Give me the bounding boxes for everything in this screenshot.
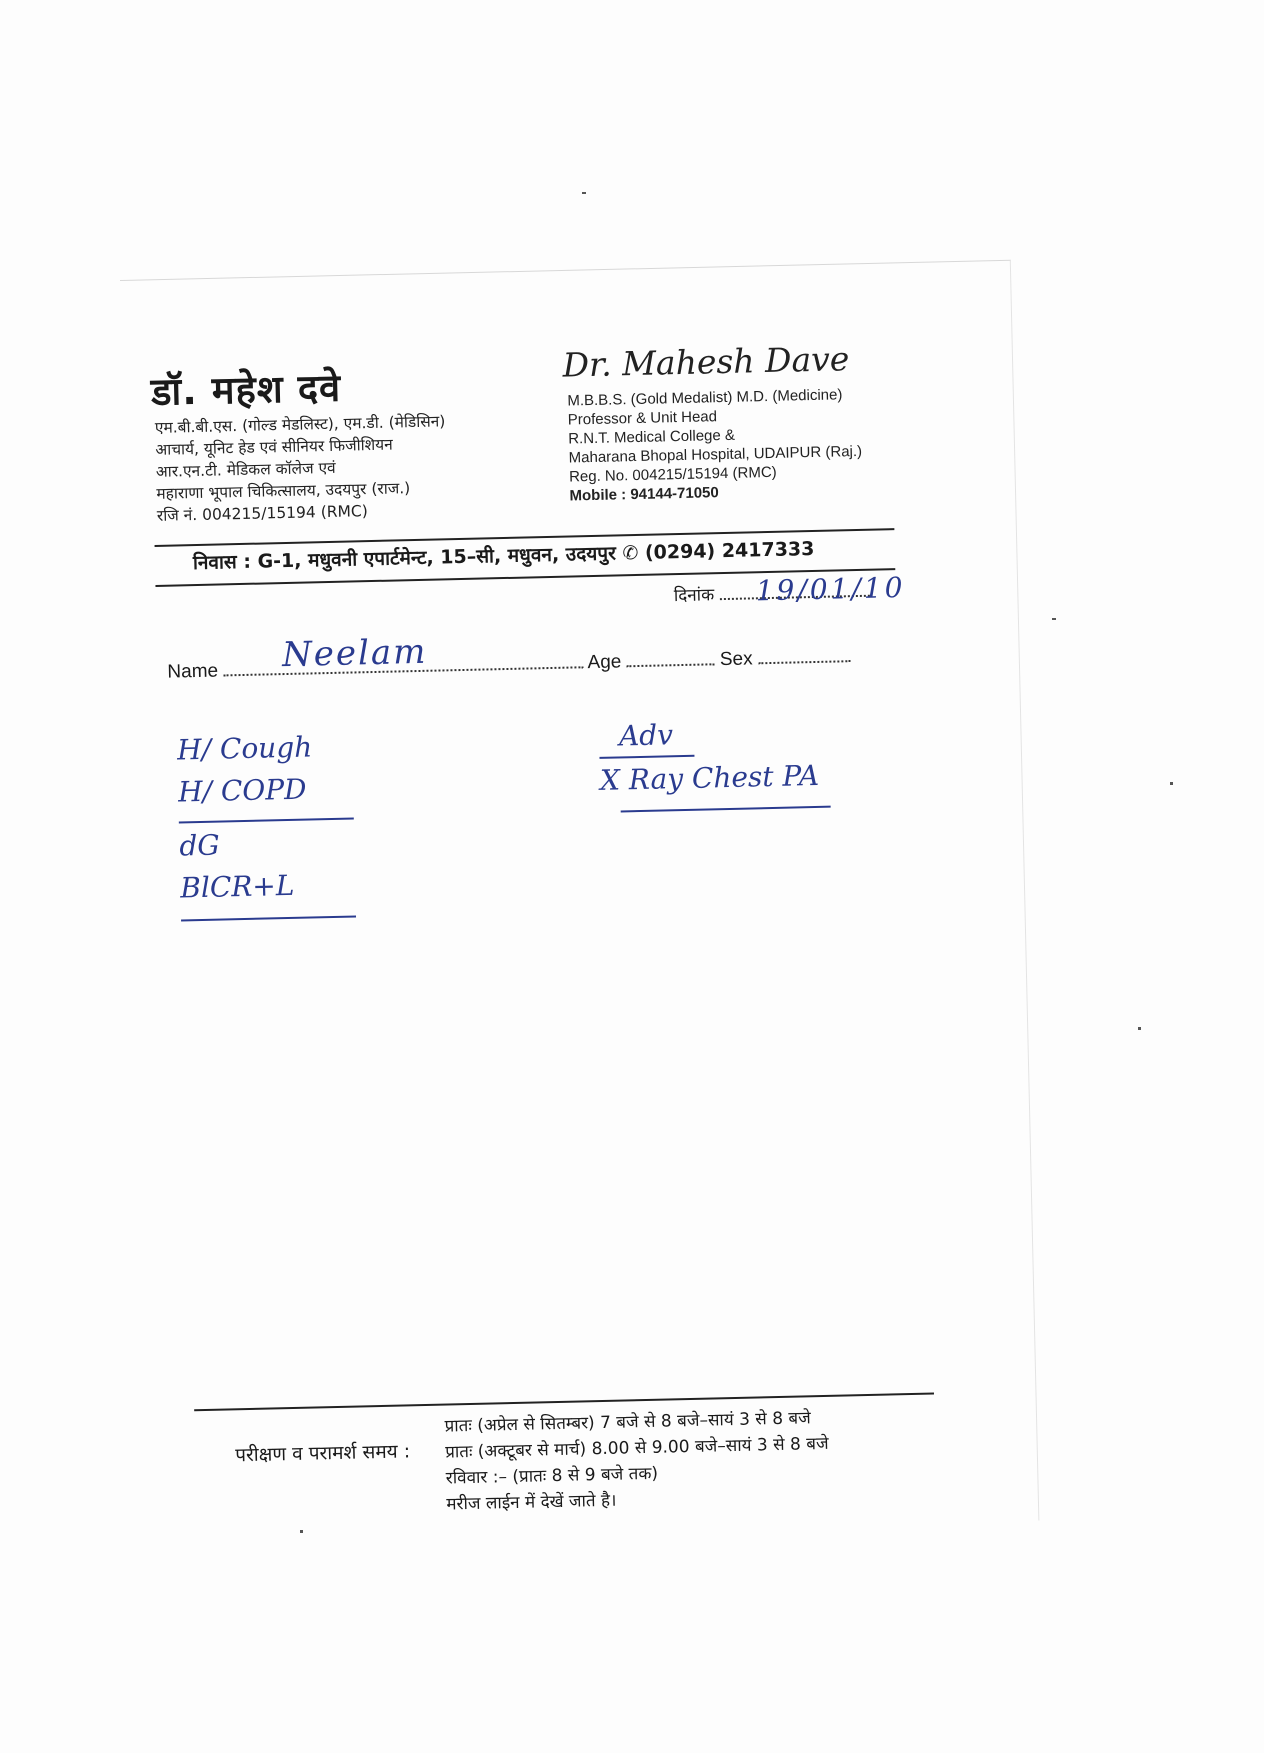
residence-address: निवास : G-1, मधुवनी एपार्टमेन्ट, 15–सी, मधुवन, उदयपुर ✆ (0294) 2417333 xyxy=(192,537,815,575)
hours-line: प्रातः (अक्टूबर से मार्च) 8.00 से 9.00 बजे–सायं 3 से 8 बजे xyxy=(444,1433,829,1463)
doctor-name-hindi: डॉ. महेश दवे xyxy=(150,365,342,414)
diagnosis-line: BlCR+L xyxy=(179,868,295,905)
date-handwritten: 19/01/10 xyxy=(755,570,906,608)
age-dotted-line xyxy=(626,647,714,667)
prescription-sheet xyxy=(150,328,937,1525)
history-notes xyxy=(177,726,316,909)
credential-line: एम.बी.बी.एस. (गोल्ड मेडलिस्ट), एम.डी. (मेडिसिन) xyxy=(154,412,446,437)
name-label: Name xyxy=(167,660,219,683)
scan-speck xyxy=(1052,618,1056,620)
scan-speck xyxy=(1138,1027,1141,1030)
age-label: Age xyxy=(587,651,622,674)
mobile-label: Mobile : xyxy=(569,486,627,505)
sex-label: Sex xyxy=(719,648,753,671)
history-line: H/ Cough xyxy=(176,730,313,767)
hours-line: प्रातः (अप्रेल से सितम्बर) 7 बजे से 8 बजे–सायं 3 से 8 बजे xyxy=(444,1408,811,1437)
date-label: दिनांक xyxy=(673,585,715,607)
diagnosis-line: dG xyxy=(178,828,221,863)
diagnosis-underline xyxy=(181,915,356,921)
advice-line: X Ray Chest PA xyxy=(599,758,820,797)
hours-line: रविवार :– (प्रातः 8 से 9 बजे तक) xyxy=(445,1463,659,1489)
credential-line: Maharana Bhopal Hospital, UDAIPUR (Raj.) xyxy=(568,442,863,467)
consultation-hours xyxy=(444,1405,830,1518)
scan-speck xyxy=(300,1530,303,1533)
credentials-english xyxy=(567,385,863,506)
advice-line-underline xyxy=(621,806,831,813)
sex-dotted-line xyxy=(758,644,850,664)
history-line: H/ COPD xyxy=(177,772,307,809)
patient-info-row xyxy=(167,644,850,683)
credential-line: Reg. No. 004215/15194 (RMC) xyxy=(568,463,777,486)
patient-name-handwritten: Neelam xyxy=(281,631,428,676)
consultation-hours-label: परीक्षण व परामर्श समय : xyxy=(234,1440,411,1467)
doctor-name-english: Dr. Mahesh Dave xyxy=(562,339,850,385)
scan-speck xyxy=(582,192,586,194)
credential-line: M.B.B.S. (Gold Medalist) M.D. (Medicine) xyxy=(567,386,843,410)
credential-line: आर.एन.टी. मेडिकल कॉलेज एवं xyxy=(155,458,336,481)
advice-heading: Adv xyxy=(618,718,674,753)
credential-line: रजि नं. 004215/15194 (RMC) xyxy=(156,502,368,525)
hours-line: मरीज लाईन में देखें जाते है। xyxy=(446,1490,617,1515)
scan-speck xyxy=(1170,782,1173,785)
mobile-number: 94144-71050 xyxy=(630,484,719,504)
credential-line: आचार्य, यूनिट हेड एवं सीनियर फिजीशियन xyxy=(155,435,393,459)
advice-notes xyxy=(599,710,820,803)
credential-line: Professor & Unit Head xyxy=(567,408,718,429)
credential-line: R.N.T. Medical College & xyxy=(568,426,736,448)
credential-line: महाराणा भूपाल चिकित्सालय, उदयपुर (राज.) xyxy=(156,479,411,503)
credentials-hindi xyxy=(155,410,448,527)
